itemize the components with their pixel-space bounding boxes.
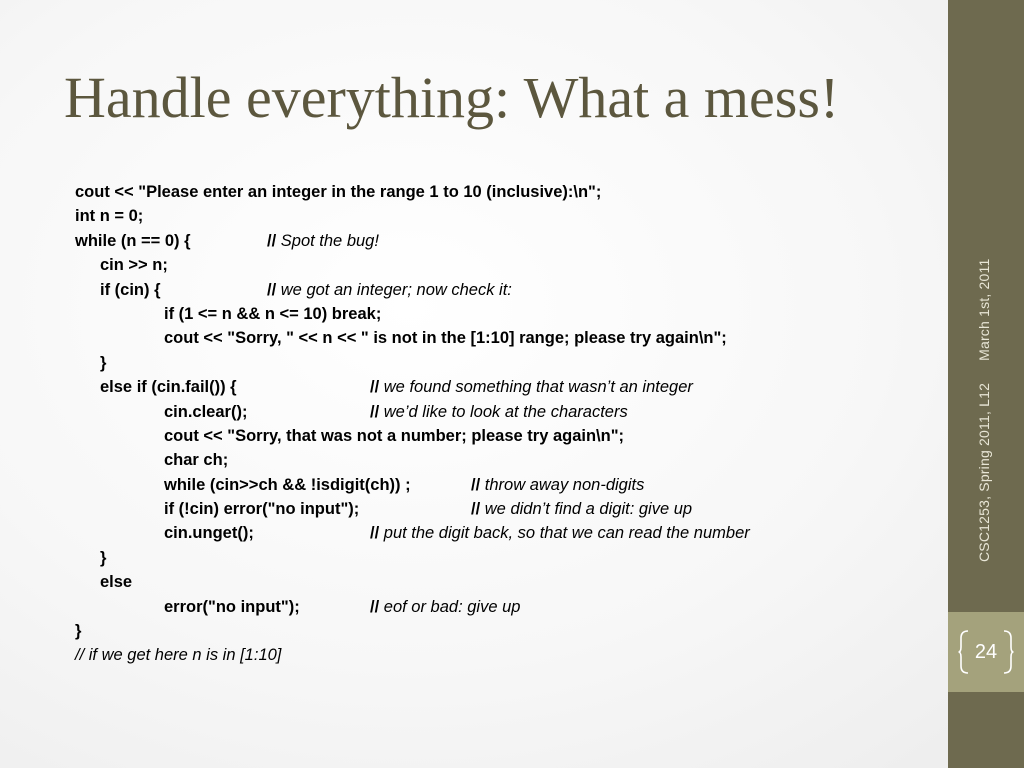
page-number-box [958, 629, 1014, 675]
code-comment: we found something that wasn’t an integer [383, 378, 693, 397]
code-line [75, 497, 935, 521]
code-line [75, 204, 935, 228]
code-text: } [100, 548, 107, 567]
comment-slashes: // [370, 402, 380, 421]
code-line [75, 473, 935, 497]
code-line [75, 546, 935, 570]
code-comment: if we get here n is in [1:10] [88, 646, 282, 665]
code-line [75, 253, 935, 277]
code-line [75, 595, 935, 619]
code-line [75, 375, 935, 399]
code-comment: we got an integer; now check it: [280, 280, 512, 299]
code-text: else if (cin.fail()) { [100, 378, 237, 397]
code-line [75, 326, 935, 350]
code-comment: throw away non-digits [484, 475, 645, 494]
code-text: if (cin) { [100, 280, 161, 299]
code-line [75, 521, 935, 545]
code-line [75, 400, 935, 424]
code-text: cout << "Sorry, that was not a number; please try again\n"; [164, 426, 625, 445]
comment-slashes: // [471, 500, 481, 519]
code-line [75, 278, 935, 302]
comment-marker [471, 473, 644, 497]
code-text: if (1 <= n && n <= 10) break; [164, 304, 382, 323]
comment-marker [370, 375, 693, 399]
code-text: } [75, 622, 82, 641]
footer-course: CSC1253, Spring 2011, L12 [976, 382, 992, 562]
comment-slashes: // [267, 231, 277, 250]
comment-marker [370, 595, 520, 619]
code-text: } [100, 353, 107, 372]
code-text: cout << "Sorry, " << n << " is not in the [1:10] range; please try again\n"; [164, 329, 727, 348]
comment-slashes: // [370, 524, 380, 543]
footer-date: March 1st, 2011 [976, 258, 992, 361]
code-text: cin.clear(); [164, 402, 248, 421]
comment-marker [370, 400, 628, 424]
code-comment: we didn’t find a digit: give up [484, 500, 693, 519]
code-comment: put the digit back, so that we can read the number [383, 524, 750, 543]
code-line [75, 351, 935, 375]
comment-slashes: // [75, 646, 85, 665]
code-text: if (!cin) error("no input"); [164, 500, 360, 519]
comment-slashes: // [267, 280, 277, 299]
comment-marker [267, 229, 379, 253]
page-number: 24 [974, 641, 998, 663]
code-line [75, 229, 935, 253]
slide-title: Handle everything: What a mess! [64, 65, 840, 130]
code-comment: we’d like to look at the characters [383, 402, 628, 421]
code-text: while (n == 0) { [75, 231, 191, 250]
code-line [75, 570, 935, 594]
footer-text [972, 142, 996, 562]
comment-marker [471, 497, 692, 521]
code-text: cout << "Please enter an integer in the range 1 to 10 (inclusive):\n"; [75, 183, 602, 201]
code-line [75, 619, 935, 643]
code-comment: eof or bad: give up [383, 597, 521, 616]
comment-marker [267, 278, 512, 302]
sidebar-bottom [948, 692, 1024, 768]
code-text: else [100, 573, 133, 592]
code-line [75, 424, 935, 448]
code-comment: Spot the bug! [280, 231, 379, 250]
code-text: int n = 0; [75, 207, 144, 226]
comment-marker [370, 521, 750, 545]
code-text: cin.unget(); [164, 524, 254, 543]
comment-slashes: // [471, 475, 481, 494]
comment-slashes: // [370, 597, 380, 616]
code-line [75, 302, 935, 326]
code-line [75, 643, 935, 667]
code-text: error("no input"); [164, 597, 300, 616]
code-text: char ch; [164, 451, 229, 470]
code-line [75, 448, 935, 472]
code-block [75, 180, 935, 668]
code-line [75, 180, 935, 204]
code-text: cin >> n; [100, 256, 168, 275]
comment-slashes: // [370, 378, 380, 397]
code-text: while (cin>>ch && !isdigit(ch)) ; [164, 475, 411, 494]
